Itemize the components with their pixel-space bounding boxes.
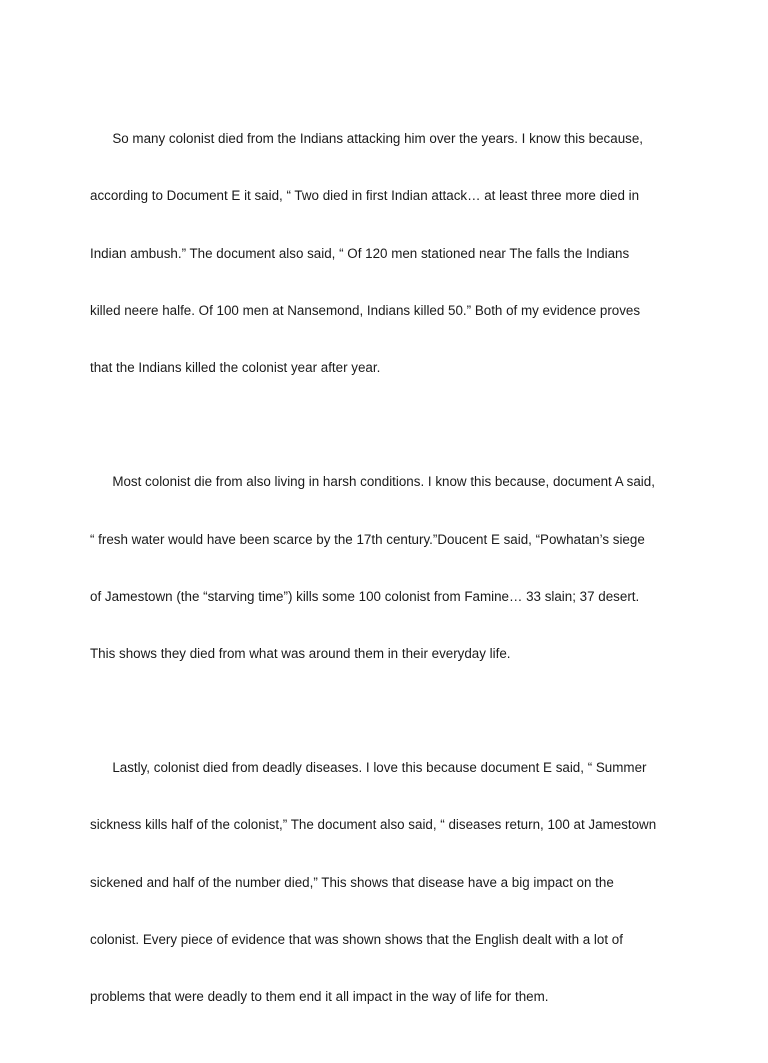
paragraph-harsh-conditions [90,434,680,701]
paragraph-indian-attacks [90,91,680,416]
text-line: So many colonist died from the Indians attacking him over the years. I know this because, [90,131,644,147]
text-line: “ fresh water would have been scarce by the 17th century.”Doucent E said, “Powhatan’s siege [90,531,645,547]
text-line: sickness kills half of the colonist,” The document also said, “ diseases return, 100 at Jamestown [90,817,657,833]
paragraph-diseases [90,720,680,1045]
text-line: Most colonist die from also living in harsh conditions. I know this because, document A said, [90,474,655,490]
text-line: sickened and half of the number died,” This shows that disease have a big impact on the [90,874,614,890]
text-line: problems that were deadly to them end it all impact in the way of life for them. [90,989,549,1005]
text-line: Lastly, colonist died from deadly diseases. I love this because document E said, “ Summer [90,760,647,776]
text-line: colonist. Every piece of evidence that was shown shows that the English dealt with a lot of [90,931,623,947]
text-line: of Jamestown (the “starving time”) kills some 100 colonist from Famine… 33 slain; 37 desert. [90,588,640,604]
text-line: according to Document E it said, “ Two died in first Indian attack… at least three more died in [90,188,640,204]
text-line: This shows they died from what was around them in their everyday life. [90,646,511,662]
text-line: Indian ambush.” The document also said, “ Of 120 men stationed near The falls the Indians [90,245,630,261]
document-body [90,91,680,1063]
text-line: killed neere halfe. Of 100 men at Nansemond, Indians killed 50.” Both of my evidence proves [90,303,641,319]
text-line: that the Indians killed the colonist year after year. [90,360,381,376]
